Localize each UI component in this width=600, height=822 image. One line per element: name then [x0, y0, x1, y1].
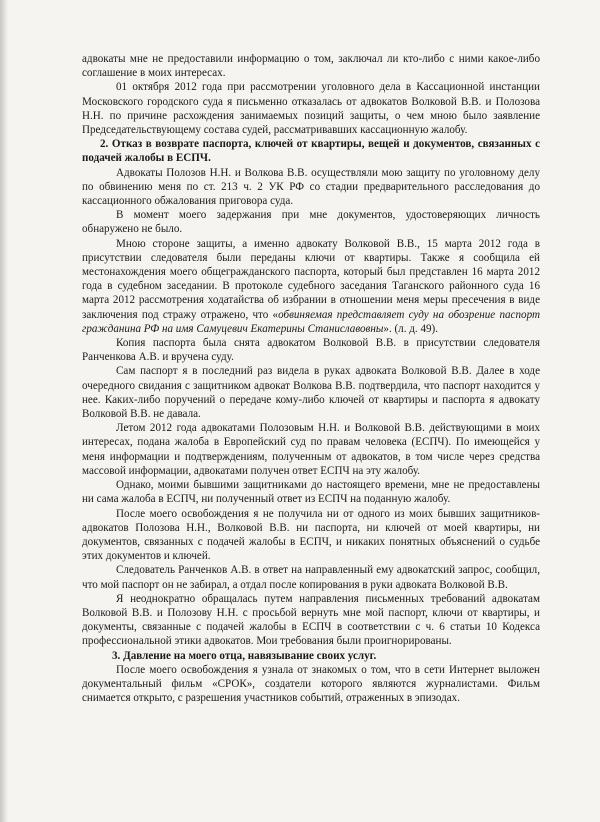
paragraph-continuation: адвокаты мне не предоставили информацию о том, заключал ли кто-либо с ними какое-либо соглашение в моих интересах.: [82, 53, 540, 80]
paragraph-echr-complaint: Летом 2012 года адвокатами Полозовым Н.Н. и Волковой В.В. действующими в моих интересах, подана жалоба в Европейский суд по правам человека (ЕСПЧ). По имеющейся у меня информации и подтверждениям, полученным от адвокатов, в том числе через средства массовой информации, адвокатами получен ответ ЕСПЧ на эту жалобу.: [82, 422, 540, 477]
section-heading-3: 3. Давление на моего отца, навязывание своих услуг.: [112, 649, 377, 662]
paragraph-arrest: В момент моего задержания при мне документов, удостоверяющих личность обнаружено не было.: [82, 209, 540, 236]
paragraph-cassation-refusal: 01 октября 2012 года при рассмотрении уголовного дела в Кассационной инстанции Московского городского суда я письменно отказалась от адвокатов Волковой В.В. и Полозова Н.Н. по причине расхождения занимаемых позиций защиты, о чем мною было заявление Председательствующему состава судей, рассматривавших кассационную жалобу.: [82, 81, 540, 137]
court-record-quote: обвиняемая представляет суду на обозрение паспорт гражданина РФ на имя Самуцевич Екатерины Станиславовны: [82, 308, 540, 335]
section-heading-2: 2. Отказ в возврате паспорта, ключей от квартиры, вещей и документов, связанных с подачей жалобы в ЕСПЧ.: [82, 138, 540, 165]
paragraph-requests: Я неоднократно обращалась путем направления письменных требований адвокатам Волковой В.В. и Полозову Н.Н. с просьбой вернуть мне мой паспорт, ключи от квартиры, и документы, связанные с подачей жалобы в ЕСПЧ в соответствии с ч. 6 статьи 10 Кодекса профессиональной этики адвокатов. Мои требования были проигнорированы.: [82, 592, 540, 648]
paragraph-investigator: Следователь Ранченков А.В. в ответ на направленный ему адвокатский запрос, сообщил, что мой паспорт он не забирал, а отдал после копирования в руки адвоката Волковой В.В.: [82, 564, 540, 591]
paragraph-last-seen: Сам паспорт я в последний раз видела в руках адвоката Волковой В.В. Далее в ходе очередного свидания с защитником адвокат Волкова В.В. подтвердила, что паспорт находится у нее. Каких-либо поручений о передаче кому-либо ключей от квартиры и паспорта я адвокату Волковой В.В. не давала.: [82, 365, 540, 421]
paragraph-passport-copy: Копия паспорта была снята адвокатом Волковой В.В. в присутствии следователя Ранченкова А.В. и вручена суду.: [82, 337, 540, 364]
court-record-reference: ». (л. д. 49).: [383, 322, 439, 335]
paragraph-keys-text: Мною стороне защиты, а именно адвокату Волковой В.В., 15 марта 2012 года в присутствии следователя были переданы ключи от квартиры. Также я сообщила ей местонахождения моего общегражданского паспорта, который был представлен 16 марта 2012 года в судебном заседании. В протоколе судебного заседания Таганского районного суда 16 марта 2012 рассмотрения ходатайства об избрании в отношении меня меры пресечения в виде заключения под стражу отражено, что «: [82, 237, 540, 321]
document-body: [82, 52, 540, 705]
paragraph-not-provided: Однако, моими бывшими защитниками до настоящего времени, мне не предоставлены ни сама жалоба в ЕСПЧ, ни полученный ответ из ЕСПЧ на поданную жалобу.: [82, 479, 540, 506]
paragraph-documentary: После моего освобождения я узнала от знакомых о том, что в сети Интернет выложен документальный фильм «СРОК», создатели которого являются журналистами. Фильм снимается открыто, с разрешения участников событий, отраженных в эпизодах.: [82, 663, 540, 705]
paragraph-keys-passport: [82, 237, 540, 336]
paragraph-after-release: После моего освобождения я не получила ни от одного из моих бывших защитников- адвокатов Полозова Н.Н., Волковой В.В. ни паспорта, ни ключей от моей квартиры, ни документов, связанных с подачей жалобы в ЕСПЧ, и никаких понятных объяснений о судьбе этих документов и ключей.: [82, 507, 540, 563]
paragraph-defense: Адвокаты Полозов Н.Н. и Волкова В.В. осуществляли мою защиту по уголовному делу по обвинению меня по ст. 213 ч. 2 УК РФ со стадии предварительного расследования до кассационного обжалования приговора суда.: [82, 166, 540, 208]
scan-edge-shadow: [0, 0, 8, 822]
